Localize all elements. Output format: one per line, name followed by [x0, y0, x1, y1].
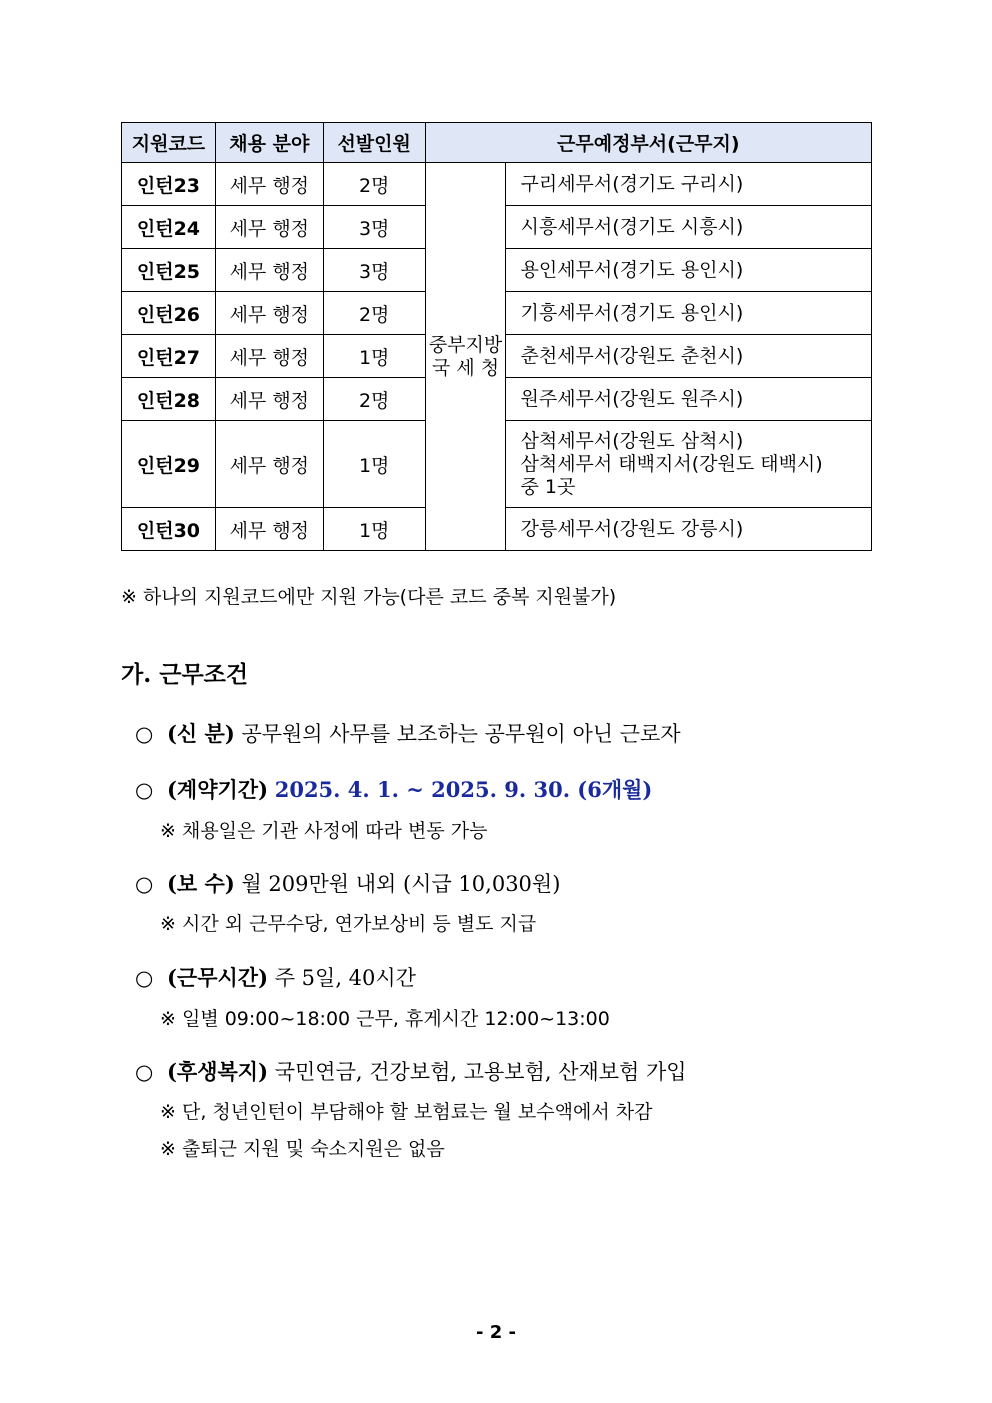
row-field: 세무 행정: [215, 249, 323, 292]
item-note: ※ 채용일은 기관 사정에 따라 변동 가능: [160, 820, 488, 842]
row-dept: 시흥세무서(경기도 시흥시): [506, 206, 872, 249]
item-pay: [135, 868, 560, 898]
table-row: [122, 163, 872, 206]
row-dept: 기흥세무서(경기도 용인시): [506, 292, 872, 335]
dept-line: 삼척세무서 태백지서(강원도 태백시): [520, 452, 823, 475]
header-code: 지원코드: [122, 123, 216, 163]
row-count: 1명: [323, 421, 425, 508]
row-field: 세무 행정: [215, 335, 323, 378]
row-code: 인턴26: [122, 292, 216, 335]
row-field: 세무 행정: [215, 508, 323, 551]
bullet-icon: ○: [135, 1060, 154, 1084]
item-label: (보 수): [167, 871, 235, 896]
item-note: ※ 일별 09:00~18:00 근무, 휴게시간 12:00~13:00: [160, 1008, 610, 1030]
item-text: 월 209만원 내외 (시급 10,030원): [241, 872, 561, 896]
dept-line: 중 1곳: [520, 475, 576, 498]
row-field: 세무 행정: [215, 292, 323, 335]
agency-cell: [425, 163, 506, 551]
row-dept: 구리세무서(경기도 구리시): [506, 163, 872, 206]
row-count: 2명: [323, 378, 425, 421]
item-status: [135, 718, 681, 748]
item-welfare: [135, 1056, 687, 1086]
bullet-icon: ○: [135, 722, 154, 746]
row-code: 인턴24: [122, 206, 216, 249]
row-dept: 원주세무서(강원도 원주시): [506, 378, 872, 421]
row-count: 2명: [323, 292, 425, 335]
row-count: 1명: [323, 508, 425, 551]
row-count: 3명: [323, 206, 425, 249]
item-period: [135, 774, 652, 804]
item-note: ※ 출퇴근 지원 및 숙소지원은 없음: [160, 1138, 445, 1160]
item-text: 공무원의 사무를 보조하는 공무원이 아닌 근로자: [241, 722, 681, 746]
item-label: (신 분): [167, 721, 235, 746]
row-code: 인턴25: [122, 249, 216, 292]
row-code: 인턴30: [122, 508, 216, 551]
row-dept: [506, 421, 872, 508]
section-title: 가. 근무조건: [121, 661, 249, 688]
item-note: ※ 시간 외 근무수당, 연가보상비 등 별도 지급: [160, 913, 537, 935]
row-dept: 강릉세무서(강원도 강릉시): [506, 508, 872, 551]
table-note: ※ 하나의 지원코드에만 지원 가능(다른 코드 중복 지원불가): [121, 586, 617, 608]
row-field: 세무 행정: [215, 163, 323, 206]
table-header-row: [122, 123, 872, 163]
header-field: 채용 분야: [215, 123, 323, 163]
item-label: (근무시간): [167, 965, 269, 990]
row-code: 인턴23: [122, 163, 216, 206]
row-code: 인턴29: [122, 421, 216, 508]
row-field: 세무 행정: [215, 421, 323, 508]
row-dept: 춘천세무서(강원도 춘천시): [506, 335, 872, 378]
bullet-icon: ○: [135, 872, 154, 896]
item-note: ※ 단, 청년인턴이 부담해야 할 보험료는 월 보수액에서 차감: [160, 1101, 653, 1123]
item-label: (후생복지): [167, 1059, 269, 1084]
item-hours: [135, 962, 416, 992]
job-table: [121, 122, 872, 551]
header-count: 선발인원: [323, 123, 425, 163]
bullet-icon: ○: [135, 966, 154, 990]
dept-line: 삼척세무서(강원도 삼척시): [520, 429, 744, 452]
row-count: 1명: [323, 335, 425, 378]
row-field: 세무 행정: [215, 378, 323, 421]
row-code: 인턴27: [122, 335, 216, 378]
agency-line-1: 중부지방: [428, 333, 503, 356]
bullet-icon: ○: [135, 778, 154, 802]
page-number: - 2 -: [476, 1322, 516, 1343]
row-count: 2명: [323, 163, 425, 206]
item-text: 2025. 4. 1. ~ 2025. 9. 30. (6개월): [274, 777, 653, 802]
item-text: 국민연금, 건강보험, 고용보험, 산재보험 가입: [274, 1060, 687, 1084]
row-code: 인턴28: [122, 378, 216, 421]
row-count: 3명: [323, 249, 425, 292]
row-dept: 용인세무서(경기도 용인시): [506, 249, 872, 292]
item-label: (계약기간): [167, 777, 269, 802]
item-text: 주 5일, 40시간: [274, 966, 416, 990]
row-field: 세무 행정: [215, 206, 323, 249]
agency-line-2: 국 세 청: [431, 356, 500, 379]
header-dept: 근무예정부서(근무지): [425, 123, 871, 163]
